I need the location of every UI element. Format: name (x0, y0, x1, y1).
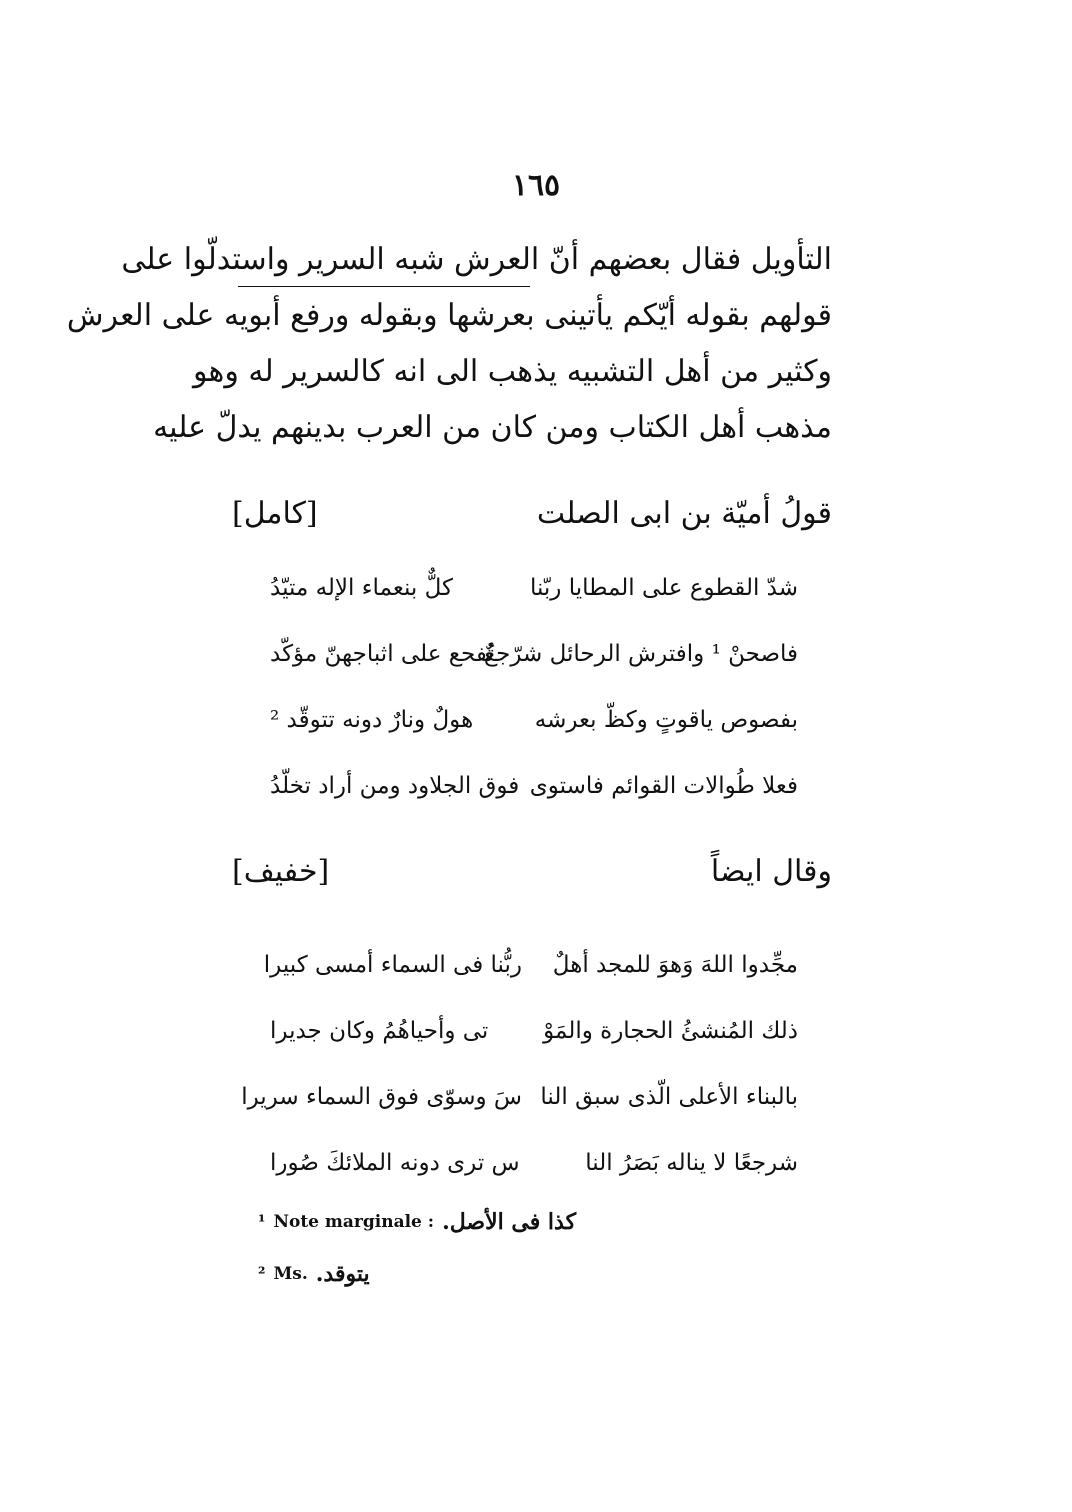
verse-line (241, 1064, 798, 1130)
hemistich: فوق الجلاود ومن أراد تخلّدُ (270, 773, 520, 799)
verse-line (263, 932, 798, 998)
verse-line (270, 998, 798, 1064)
hemistich: شدّ القطوع على المطايا ربّنا (529, 575, 798, 601)
hemistich: بفصوص ياقوتٍ وكظّ بعرشه (534, 707, 798, 733)
verse-line (270, 621, 798, 687)
prose-line: وكثير من أهل التشبيه يذهب الى انه كالسرير له وهو (193, 354, 832, 389)
poem-block (241, 932, 798, 1196)
poem-heading (232, 488, 832, 538)
footnotes (258, 1196, 678, 1300)
poem-attribution: وقال ايضاً (710, 853, 832, 889)
hemistich: تُفحع على اثباجهنّ مؤكّد (270, 641, 494, 667)
hemistich: مجِّدوا اللهَ وَهوَ للمجد أهلٌ (552, 952, 798, 978)
hemistich: سَ وسوّى فوق السماء سريرا (241, 1084, 522, 1110)
verse-line (270, 687, 798, 753)
footnote-label: Ms. (273, 1264, 308, 1284)
hemistich: شرجعًا لا يناله بَصَرُ النا (585, 1150, 798, 1176)
poem-attribution: قولُ أميّة بن ابى الصلت (536, 495, 832, 531)
footnote (258, 1196, 678, 1248)
hemistich: فعلا طُوالات القوائم فاستوى (529, 773, 798, 799)
verse-line (270, 753, 798, 819)
hemistich: فاصحنْ ¹ وافترش الرحائل شرّجعٌ (483, 641, 798, 667)
hemistich: ذلك المُنشئُ الحجارة والمَوْ (543, 1018, 798, 1044)
verse-line (270, 555, 798, 621)
verse-line (270, 1130, 798, 1196)
prose-line: مذهب أهل الكتاب ومن كان من العرب بدينهم يدلّ عليه (153, 410, 832, 445)
hemistich: بالبناء الأعلى الّذى سبق النا (540, 1084, 798, 1110)
meter-label: [خفيف] (232, 853, 330, 889)
footnote (258, 1248, 678, 1300)
hemistich: كلٌّ بنعماء الإله متيّدُ (270, 575, 453, 601)
footnote-marker: ² (258, 1264, 266, 1284)
poem-heading (232, 846, 832, 896)
hemistich: هولٌ ونارٌ دونه تتوقّد ² (270, 707, 474, 733)
footnote-marker: ¹ (258, 1212, 266, 1232)
prose-line: قولهم بقوله أيّكم يأتينى بعرشها وبقوله ورفع أبويه على العرش (66, 298, 832, 333)
footnote-text: يتوقد. (315, 1261, 370, 1287)
footnote-label: Note marginale : (273, 1212, 435, 1232)
meter-label: [كامل] (232, 495, 318, 531)
page-number: ١٦٥ (511, 168, 561, 203)
poem-block (270, 555, 798, 819)
prose-paragraph (66, 232, 832, 456)
hemistich: ربُّنا فى السماء أمسى كبيرا (263, 952, 522, 978)
prose-line: التأويل فقال بعضهم أنّ العرش شبه السرير واستدلّوا على (121, 242, 832, 277)
underline-mark (238, 286, 530, 287)
footnote-text: كذا فى الأصل. (442, 1209, 577, 1235)
hemistich: تى وأحياهُمُ وكان جديرا (270, 1018, 489, 1044)
hemistich: س ترى دونه الملائكَ صُورا (270, 1150, 520, 1176)
